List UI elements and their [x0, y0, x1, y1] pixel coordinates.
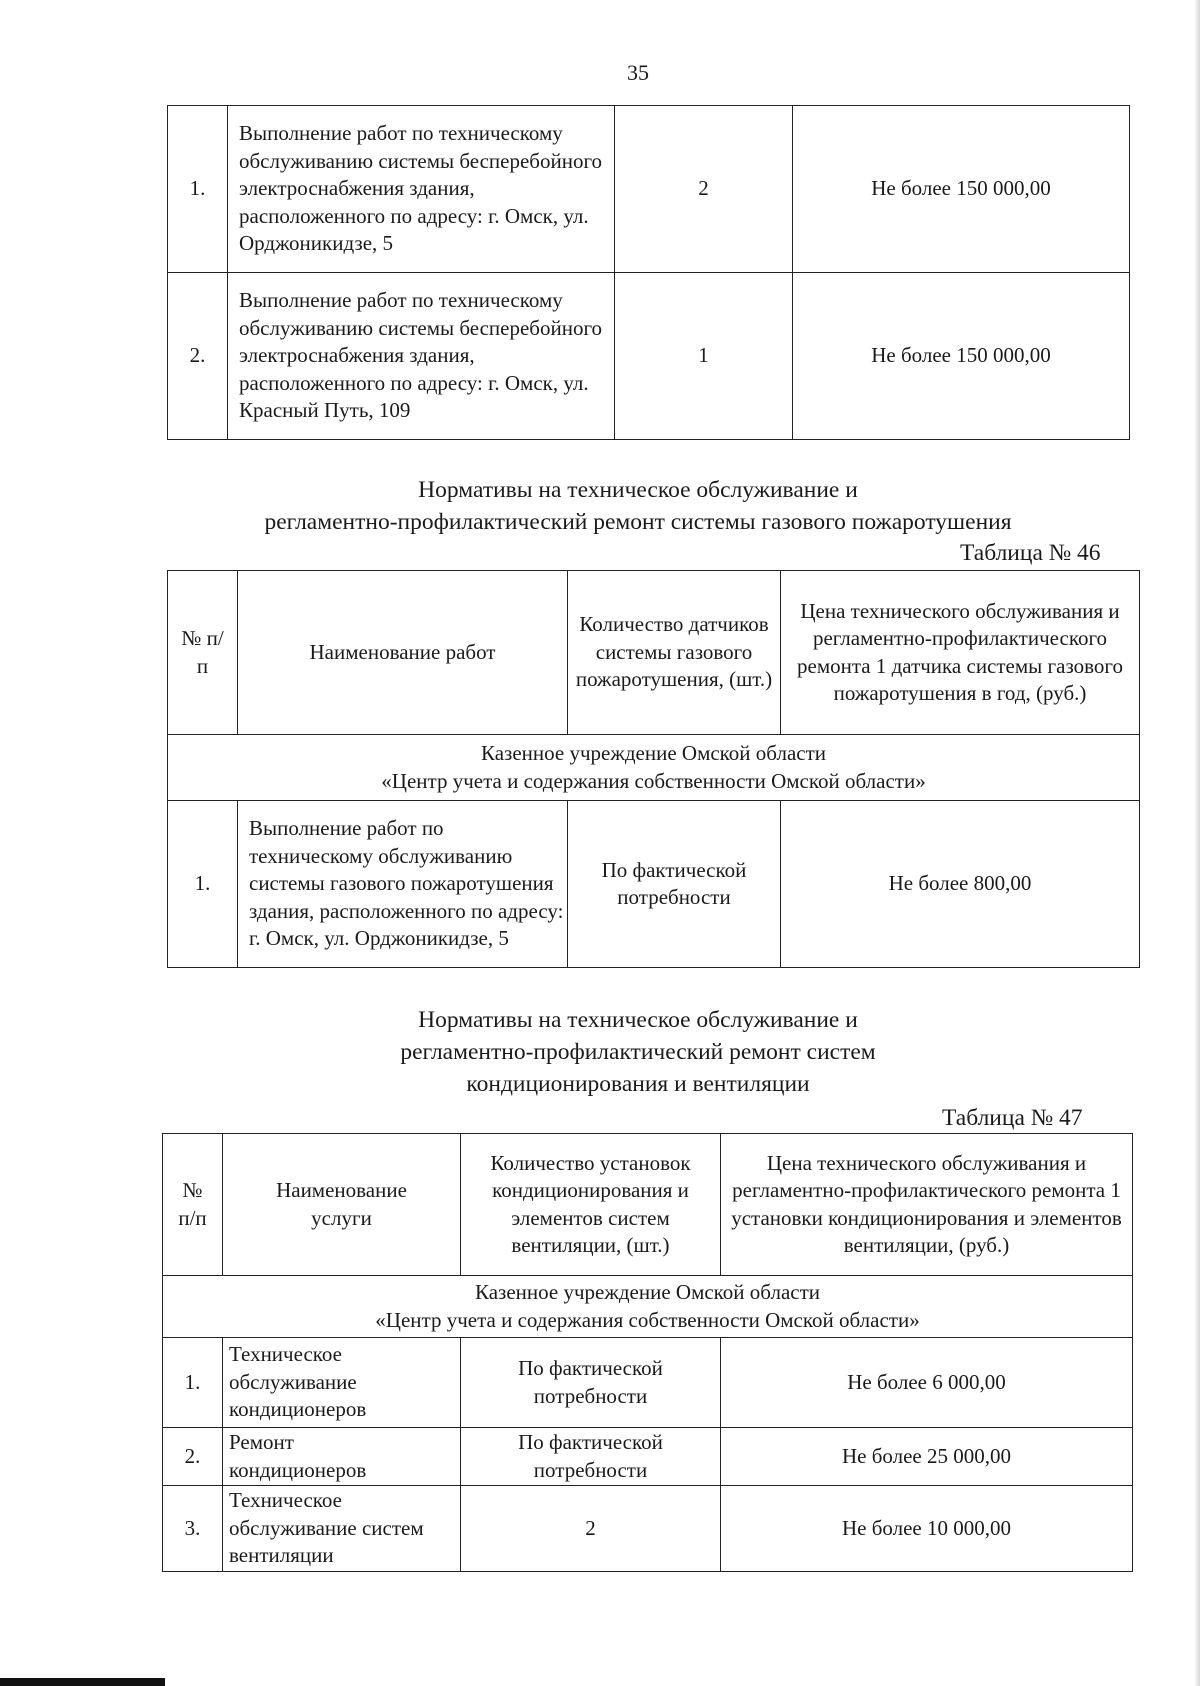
scan-bottom-bar	[0, 1678, 165, 1686]
table-header-row	[168, 571, 1140, 735]
table-row	[168, 106, 1130, 273]
work-name: Выполнение работ по техническому обслуживанию системы бесперебойного электроснабжения здания, расположенного по адресу: г. Омск, ул. Красный Путь, 109	[228, 273, 615, 440]
price: Не более 150 000,00	[793, 106, 1130, 273]
table-47	[162, 1133, 1133, 1572]
price: Не более 150 000,00	[793, 273, 1130, 440]
header-price: Цена технического обслуживания и регламентно-профилактического ремонта 1 установки кондиционирования и элементов вентиляции, (руб.)	[721, 1134, 1133, 1276]
price: Не более 25 000,00	[721, 1428, 1133, 1486]
scan-edge-shadow	[1194, 0, 1200, 1686]
quantity: По фактической потребности	[461, 1338, 721, 1428]
heading-line: кондиционирования и вентиляции	[466, 1071, 810, 1097]
row-number: 3.	[163, 1486, 223, 1572]
service-name: Ремонт кондиционеров	[223, 1428, 461, 1486]
section-47-heading	[0, 1004, 1200, 1100]
header-price: Цена технического обслуживания и регламентно-профилактического ремонта 1 датчика системы газового пожаротушения в год, (руб.)	[781, 571, 1140, 735]
price: Не более 6 000,00	[721, 1338, 1133, 1428]
header-number: № п/п	[163, 1134, 223, 1276]
table-46-caption: Таблица № 46	[960, 540, 1101, 566]
row-number: 1.	[168, 106, 228, 273]
organization-name	[163, 1276, 1133, 1338]
quantity: По фактической потребности	[568, 801, 781, 968]
org-line: Казенное учреждение Омской области	[474, 1280, 820, 1304]
table-row	[163, 1428, 1133, 1486]
org-line: «Центр учета и содержания собственности Омской области»	[381, 768, 926, 793]
heading-line: Нормативы на техническое обслуживание и	[418, 477, 858, 503]
row-number: 1.	[168, 801, 238, 968]
row-number: 2.	[163, 1428, 223, 1486]
row-number: 2.	[168, 273, 228, 440]
organization-name	[168, 735, 1140, 801]
table-row	[163, 1486, 1133, 1572]
work-name: Выполнение работ по техническому обслуживанию системы бесперебойного электроснабжения здания, расположенного по адресу: г. Омск, ул. Орджоникидзе, 5	[228, 106, 615, 273]
table-row	[168, 801, 1140, 968]
heading-line: регламентно-профилактический ремонт системы газового пожаротушения	[264, 509, 1012, 535]
header-name: Наименование работ	[238, 571, 568, 735]
table-continuation	[167, 105, 1130, 440]
header-quantity: Количество датчиков системы газового пожаротушения, (шт.)	[568, 571, 781, 735]
service-name: Техническое обслуживание систем вентиляции	[223, 1486, 461, 1572]
row-number: 1.	[163, 1338, 223, 1428]
quantity: По фактической потребности	[461, 1428, 721, 1486]
heading-line: Нормативы на техническое обслуживание и	[418, 1007, 858, 1033]
quantity: 2	[461, 1486, 721, 1572]
organization-row	[168, 735, 1140, 801]
org-line: «Центр учета и содержания собственности Омской области»	[375, 1307, 920, 1332]
page-number: 35	[627, 60, 649, 85]
table-47-caption: Таблица № 47	[942, 1105, 1083, 1131]
price: Не более 10 000,00	[721, 1486, 1133, 1572]
table-row	[163, 1338, 1133, 1428]
price: Не более 800,00	[781, 801, 1140, 968]
header-name: Наименование услуги	[223, 1134, 461, 1276]
header-quantity: Количество установок кондиционирования и элементов систем вентиляции, (шт.)	[461, 1134, 721, 1276]
header-number: № п/п	[168, 571, 238, 735]
organization-row	[163, 1276, 1133, 1338]
quantity: 2	[615, 106, 793, 273]
service-name: Техническое обслуживание кондиционеров	[223, 1338, 461, 1428]
table-header-row	[163, 1134, 1133, 1276]
table-46	[167, 570, 1140, 968]
section-46-heading	[0, 474, 1200, 538]
table-row	[168, 273, 1130, 440]
org-line: Казенное учреждение Омской области	[480, 741, 826, 765]
heading-line: регламентно-профилактический ремонт систем	[400, 1039, 876, 1065]
work-name: Выполнение работ по техническому обслуживанию системы газового пожаротушения здания, расположенного по адресу: г. Омск, ул. Орджоникидзе, 5	[238, 801, 568, 968]
quantity: 1	[615, 273, 793, 440]
